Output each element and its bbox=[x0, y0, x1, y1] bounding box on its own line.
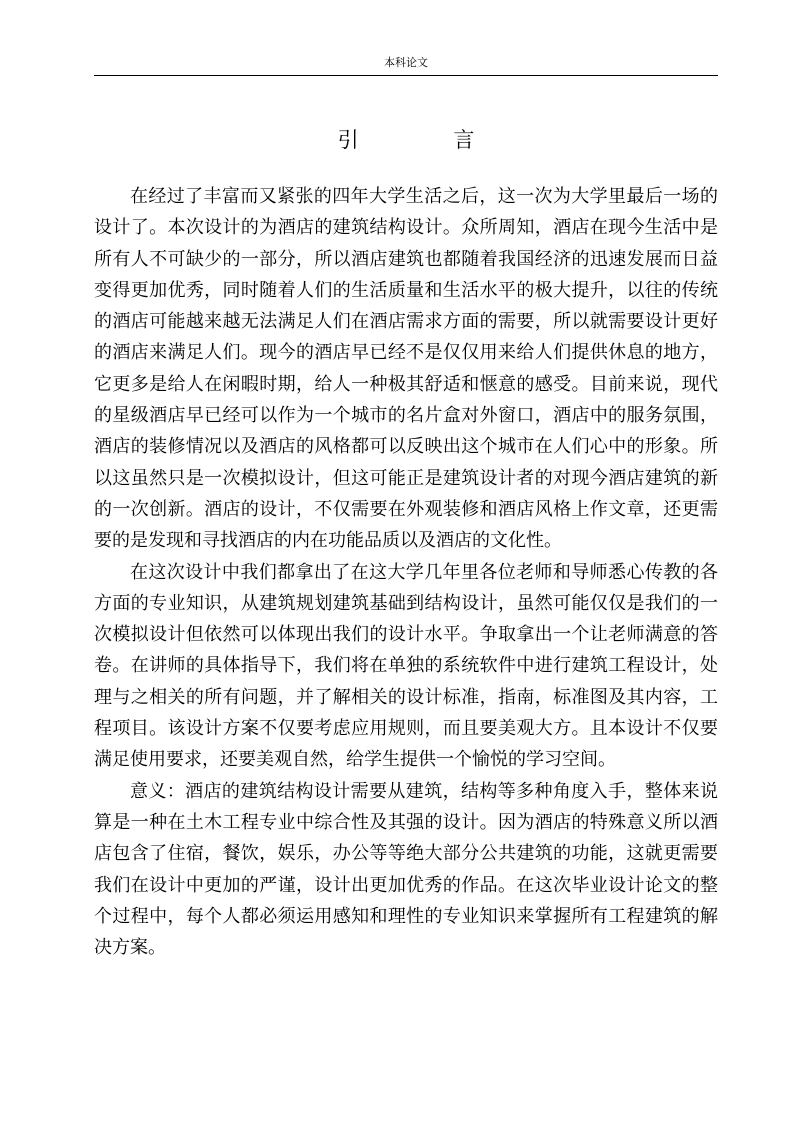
paragraph-2: 在这次设计中我们都拿出了在这大学几年里各位老师和导师悉心传教的各方面的专业知识，从建筑规划建筑基础到结构设计，虽然可能仅仅是我们的一次模拟设计但依然可以体现出我们的设计水平。争取拿出一个让老师满意的答卷。在讲师的具体指导下，我们将在单独的系统软件中进行建筑工程设计，处理与之相关的所有问题，并了解相关的设计标准，指南，标准图及其内容，工程项目。该设计方案不仅要考虑应用规则，而且要美观大方。且本设计不仅要满足使用要求，还要美观自然，给学生提供一个愉悦的学习空间。 bbox=[94, 561, 718, 771]
running-title: 本科论文 bbox=[384, 56, 428, 69]
body-text bbox=[94, 181, 718, 963]
paragraph-1: 在经过了丰富而又紧张的四年大学生活之后，这一次为大学里最后一场的设计了。本次设计的为酒店的建筑结构设计。众所周知，酒店在现今生活中是所有人不可缺少的一部分，所以酒店建筑也都随着我国经济的迅速发展而日益变得更加优秀，同时随着人们的生活质量和生活水平的极大提升，以往的传统的酒店可能越来越无法满足人们在酒店需求方面的需要，所以就需要设计更好的酒店来满足人们。现今的酒店早已经不是仅仅用来给人们提供休息的地方，它更多是给人在闲暇时期，给人一种极其舒适和惬意的感受。目前来说，现代的星级酒店早已经可以作为一个城市的名片盒对外窗口，酒店中的服务氛围，酒店的装修情况以及酒店的风格都可以反映出这个城市在人们心中的形象。所以这虽然只是一次模拟设计，但这可能正是建筑设计者的对现今酒店建筑的新的一次创新。酒店的设计，不仅需要在外观装修和酒店风格上作文章，还更需要的是发现和寻找酒店的内在功能品质以及酒店的文化性。 bbox=[94, 186, 718, 552]
section-title: 引 言 bbox=[337, 128, 519, 152]
paragraph-3: 意义：酒店的建筑结构设计需要从建筑，结构等多种角度入手，整体来说算是一种在土木工程专业中综合性及其强的设计。因为酒店的特殊意义所以酒店包含了住宿，餐饮，娱乐，办公等等绝大部分公共建筑的功能，这就更需要我们在设计中更加的严谨，设计出更加优秀的作品。在这次毕业设计论文的整个过程中，每个人都必须运用感知和理性的专业知识来掌握所有工程建筑的解决方案。 bbox=[94, 780, 718, 959]
page-header bbox=[94, 55, 718, 76]
